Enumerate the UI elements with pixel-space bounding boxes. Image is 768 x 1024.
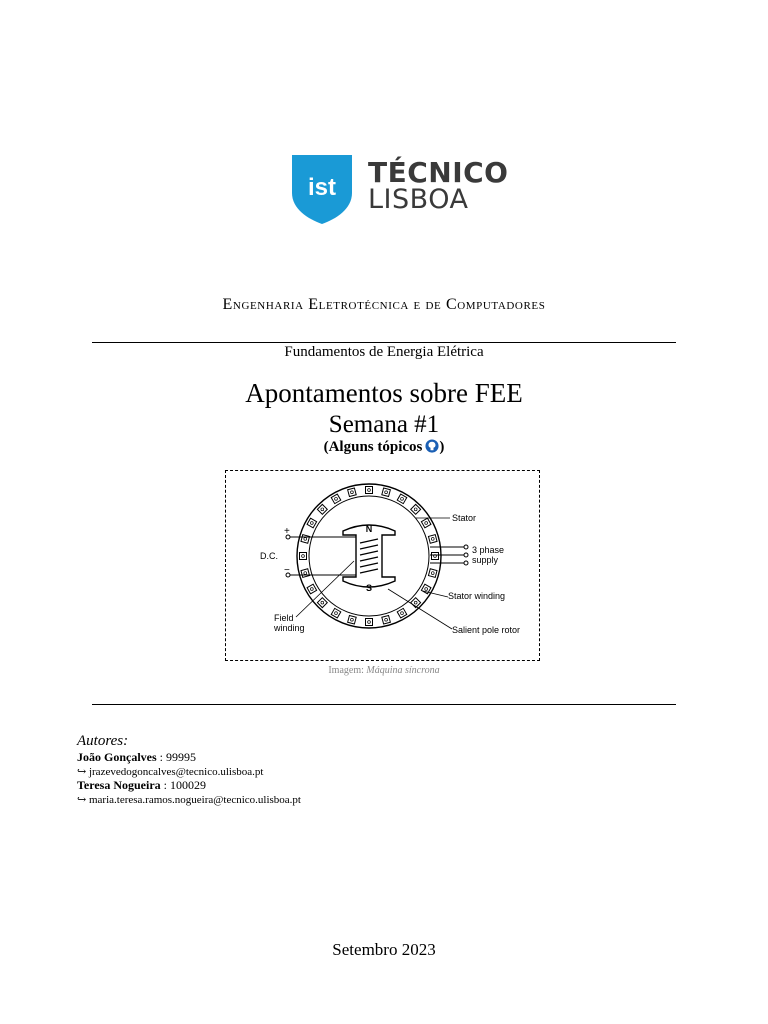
- slot-conductor: [321, 601, 324, 604]
- slot-conductor: [385, 491, 388, 494]
- slot-conductor: [401, 497, 404, 500]
- author-name: João Gonçalves: [77, 750, 157, 764]
- slot-conductor: [310, 522, 313, 525]
- slot-conductor: [431, 538, 434, 541]
- minus-label: −: [284, 565, 290, 576]
- bottom-rule: [92, 704, 676, 705]
- slot-conductor: [425, 588, 428, 591]
- document-date: Setembro 2023: [332, 940, 436, 959]
- slot-conductor: [414, 508, 417, 511]
- topics-close: ): [439, 439, 445, 455]
- top-rule: [92, 342, 676, 343]
- github-icon[interactable]: [425, 439, 439, 453]
- slot-conductor: [385, 618, 388, 621]
- figure-frame: [225, 470, 540, 661]
- topics-line: [0, 439, 768, 456]
- slot-conductor: [351, 491, 354, 494]
- course-name: Fundamentos de Energia Elétrica: [284, 344, 484, 360]
- slot-conductor: [425, 522, 428, 525]
- plus-label: +: [284, 526, 290, 537]
- document-title: Apontamentos sobre FEE: [245, 378, 523, 408]
- stator-label: Stator: [452, 513, 477, 523]
- slot-conductor: [351, 618, 354, 621]
- slot-conductor: [368, 489, 371, 492]
- caption-text: Máquina síncrona: [366, 665, 440, 676]
- authors-label: Autores:: [77, 733, 129, 749]
- author-2-email[interactable]: ↪ maria.teresa.ramos.nogueira@tecnico.ulisboa.pt: [77, 794, 301, 806]
- tecnico-lisboa-logo: [290, 153, 509, 225]
- author-name: Teresa Nogueira: [77, 778, 161, 792]
- figure-caption: [0, 665, 768, 676]
- document-subtitle: Semana #1: [328, 411, 440, 438]
- slot-conductor: [304, 572, 307, 575]
- supply-leads: [430, 545, 468, 565]
- slot-conductor: [401, 612, 404, 615]
- slot-conductor: [321, 508, 324, 511]
- author-id: : 99995: [159, 750, 197, 764]
- github-link[interactable]: [422, 439, 439, 455]
- logo-line-1: TÉCNICO: [368, 156, 509, 189]
- dc-label: D.C.: [260, 551, 278, 561]
- north-pole-label: N: [365, 524, 373, 534]
- author-1-email[interactable]: ↪ jrazevedogoncalves@tecnico.ulisboa.pt: [77, 766, 264, 778]
- department-name: Engenharia Eletrotécnica e de Computadores: [222, 296, 546, 313]
- logo-line-2: LISBOA: [368, 184, 469, 215]
- field-winding-label-1: Field: [274, 613, 294, 623]
- topics-text: (Alguns tópicos: [323, 439, 423, 455]
- south-pole-label: S: [365, 583, 373, 593]
- slot-conductor: [368, 621, 371, 624]
- supply-label-1: 3 phase: [472, 545, 505, 555]
- slot-conductor: [335, 612, 338, 615]
- author-2: [77, 778, 206, 793]
- synchronous-machine-diagram: [226, 471, 539, 660]
- stator-winding-label: Stator winding: [448, 591, 506, 601]
- caption-prefix: Imagem:: [328, 665, 364, 676]
- field-winding-label-2: winding: [274, 623, 305, 633]
- supply-label-2: supply: [472, 555, 499, 565]
- slot-conductor: [414, 601, 417, 604]
- slot-conductor: [431, 572, 434, 575]
- shield-text: ist: [307, 174, 337, 201]
- ist-shield-icon: [290, 153, 354, 225]
- slot-conductor: [302, 555, 305, 558]
- slot-conductor: [310, 588, 313, 591]
- slot-conductor: [304, 538, 307, 541]
- rotor-label: Salient pole rotor: [452, 625, 521, 635]
- salient-pole-rotor: [343, 525, 395, 587]
- author-1: [77, 750, 196, 765]
- author-id: : 100029: [163, 778, 207, 792]
- slot-conductor: [335, 497, 338, 500]
